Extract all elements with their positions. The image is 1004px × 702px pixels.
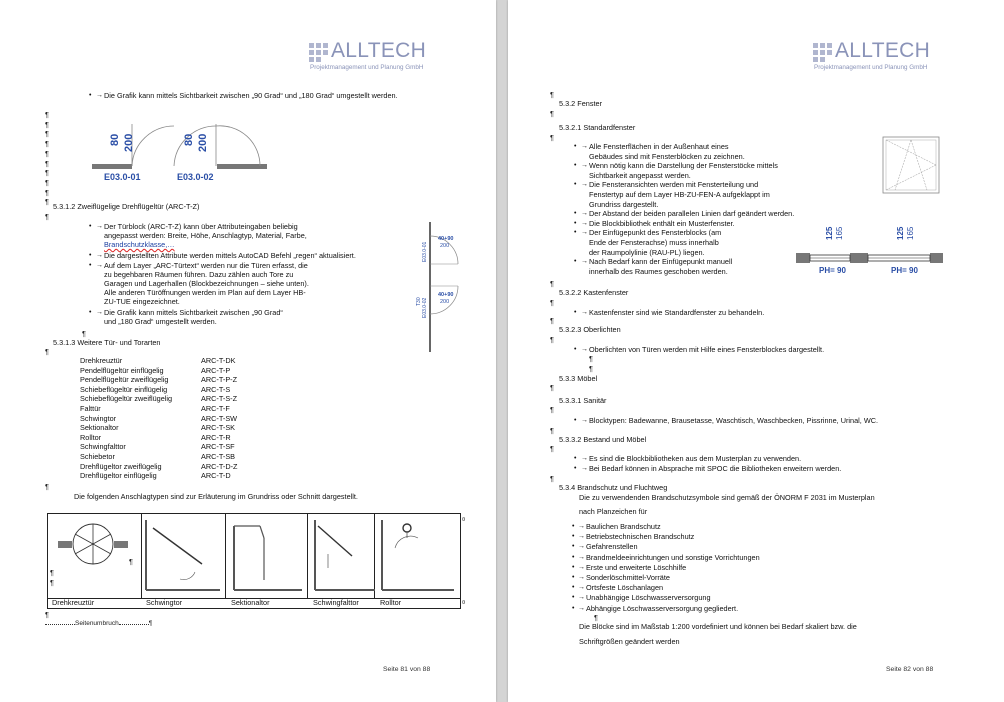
- door-dim-200-a: 200: [123, 133, 135, 152]
- section-heading-5332: 5.3.3.2 Bestand und Möbel: [559, 435, 647, 444]
- tab-arrow-icon: →: [578, 533, 585, 541]
- window-dim-3: 125: [896, 226, 905, 240]
- standardfenster-bullet-line: Ende der Fensterachse) muss innerhalb: [589, 238, 719, 247]
- tab-arrow-icon: →: [581, 346, 588, 353]
- document-page-82: [508, 0, 1004, 702]
- section-heading-5321: 5.3.2.1 Standardfenster: [559, 123, 636, 132]
- tab-arrow-icon: →: [578, 553, 585, 561]
- standardfenster-bullet-line: Sichtbarkeit angepasst werden.: [589, 170, 691, 180]
- bullet-icon: •: [574, 143, 577, 150]
- door-type-code: ARC-T-SW: [201, 413, 238, 423]
- sec312-bullet-1-line-1: Der Türblock (ARC-T-Z) kann über Attributeingaben beliebig: [104, 222, 298, 231]
- door-type-name: Pendelflügeltür zweiflügelig: [80, 375, 169, 385]
- tab-arrow-icon: →: [581, 229, 588, 237]
- tab-arrow-icon: →: [96, 262, 103, 269]
- section-break-label: Seitenumbruch: [75, 620, 119, 627]
- paragraph-mark: ¶ ¶: [50, 568, 54, 587]
- page-footer: Seite 81 von 88: [383, 666, 431, 673]
- intro-bullet-text: Die Grafik kann mittels Sichtbarkeit zwischen „90 Grad“ und „180 Grad“ umgestellt werden.: [104, 91, 398, 100]
- door-type-code: ARC-T-SF: [201, 442, 235, 452]
- tab-arrow-icon: →: [581, 162, 588, 170]
- standardfenster-bullet-line: innerhalb des Raumes geschoben werden.: [589, 266, 728, 276]
- door-type-name: Schiebeflügeltür einflügelig: [80, 384, 168, 394]
- tab-arrow-icon: →: [96, 252, 103, 259]
- sec312-bullet-3-line-2: zu begehbaren Räumen führen. Dazu zählen auch Tore zu: [104, 270, 294, 279]
- ober-bullet-text: Oberlichten von Türen werden mit Hilfe eines Fensterblockes dargestellt.: [589, 345, 825, 354]
- bullet-icon: •: [574, 162, 577, 170]
- bullet-icon: •: [89, 92, 92, 99]
- standardfenster-bullet-line: Wenn nötig kann die Darstellung der Fensterstöcke mittels: [589, 161, 778, 171]
- page-footer: Seite 82 von 88: [886, 666, 934, 673]
- section-heading-532: 5.3.2 Fenster: [559, 99, 602, 108]
- tab-arrow-icon: →: [96, 223, 103, 230]
- brandschutz-list-item: Abhängige Löschwasserversorgung gegliedert.: [586, 603, 739, 613]
- door-fig-dim-2: 200: [440, 243, 450, 249]
- door-type-drawings: [50, 516, 460, 596]
- brandschutz-list-item: Sonderlöschmittel-Vorräte: [586, 573, 670, 582]
- brandschutz-list-item: Betriebstechnischen Brandschutz: [586, 532, 695, 542]
- door-label-b: E03.0-02: [177, 172, 214, 182]
- brandschutz-list-item: Brandmeldeeinrichtungen und sonstige Vorrichtungen: [586, 552, 760, 562]
- door-type-code: ARC-T-SB: [201, 452, 236, 461]
- bullet-icon: •: [572, 533, 575, 541]
- sec312-bullet-3-line-4: Alle anderen Türöffnungen werden im Plan auf dem Layer HB-: [104, 288, 306, 297]
- section-heading-5331: 5.3.3.1 Sanitär: [559, 396, 607, 405]
- bullet-icon: •: [89, 252, 92, 259]
- door-type-code: ARC-T-P: [201, 365, 231, 375]
- door-type-code: ARC-T-S: [201, 384, 231, 394]
- bullet-icon: •: [574, 210, 577, 218]
- door-type-code: ARC-T-F: [201, 404, 230, 413]
- paragraph-mark: ¶: [550, 426, 554, 435]
- tab-arrow-icon: →: [578, 604, 585, 612]
- standardfenster-bullet-line: Die Fensteransichten werden mit Fensterteilung und: [589, 180, 759, 190]
- section-heading-534: 5.3.4 Brandschutz und Fluchtweg: [559, 483, 668, 492]
- bullet-icon: •: [572, 584, 575, 592]
- brandschutz-list-item: Erste und erweiterte Löschhilfe: [586, 562, 687, 572]
- window-dim-2: 165: [835, 226, 844, 240]
- brandschutz-list-item: Baulichen Brandschutz: [586, 522, 661, 531]
- bullet-icon: •: [572, 553, 575, 561]
- tab-arrow-icon: →: [581, 210, 588, 218]
- paragraph-mark: ¶: [594, 613, 598, 622]
- section-heading-5312: 5.3.1.2 Zweiflügelige Drehflügeltür (ARC-T-Z): [53, 202, 200, 211]
- window-elevation-drawing: [883, 137, 943, 197]
- table-caption: Sektionaltor: [231, 598, 270, 607]
- door-dim-80-a: 80: [109, 133, 121, 146]
- sec312-bullet-2: Die dargestellten Attribute werden mittels AutoCAD Befehl „regen“ aktualisiert.: [104, 251, 356, 260]
- paragraph-mark: ¶: [550, 474, 554, 483]
- bullet-icon: •: [574, 455, 577, 462]
- sanitaer-bullet-text: Blocktypen: Badewanne, Brausetasse, Waschtisch, Waschbecken, Pissrinne, Urinal, WC.: [589, 416, 879, 425]
- door-type-name: Schiebetor: [80, 452, 115, 461]
- tab-arrow-icon: →: [578, 574, 585, 581]
- paragraph-mark: ¶: [550, 279, 554, 288]
- tab-arrow-icon: →: [581, 258, 588, 266]
- window-ph-2: PH= 90: [891, 266, 918, 275]
- bullet-icon: •: [574, 219, 577, 227]
- door-type-name: Pendelflügeltür einflügelig: [80, 365, 164, 375]
- section-break-marker: Seitenumbruch ¶: [45, 620, 152, 627]
- door-type-code: ARC-T-SK: [201, 423, 236, 433]
- paragraph-marks: ¶ ¶ ¶ ¶ ¶ ¶ ¶ ¶ ¶ ¶: [45, 110, 49, 207]
- bestand-bullet-text: Bei Bedarf können in Absprache mit SPOC die Bibliotheken erweitern werden.: [589, 464, 842, 473]
- bullet-icon: •: [572, 563, 575, 571]
- bullet-icon: •: [572, 604, 575, 612]
- paragraph-mark: ¶: [550, 109, 554, 118]
- tab-arrow-icon: →: [581, 455, 588, 462]
- paragraph-mark: ¶: [550, 298, 554, 307]
- door-type-name: Drehflügeltor zweiflügelig: [80, 461, 162, 471]
- paragraph-mark: ¶: [550, 444, 554, 453]
- standardfenster-bullet-line: Alle Fensterflächen in der Außenhaut eines: [589, 142, 729, 151]
- section-heading-5313: 5.3.1.3 Weitere Tür- und Torarten: [53, 338, 161, 347]
- window-dim-1: 125: [825, 226, 834, 240]
- paragraph-mark: ¶: [129, 557, 133, 566]
- door-type-name: Falttür: [80, 404, 101, 413]
- bullet-icon: •: [574, 309, 577, 316]
- door-type-name: Schwingfalttor: [80, 442, 126, 452]
- window-dim-4: 165: [906, 226, 915, 240]
- table-caption: Schwingfalttor: [313, 598, 359, 607]
- tab-arrow-icon: →: [581, 417, 588, 424]
- paragraph-mark: ¶: [550, 90, 554, 99]
- paragraph-mark: ¶: [45, 482, 49, 491]
- brandschutz-list-item: Ortsfeste Löschanlagen: [586, 583, 664, 593]
- standardfenster-bullet-line: Gebäudes sind mit Fensterblöcken zu zeichnen.: [589, 151, 745, 161]
- door-fig-dim-4: 200: [440, 299, 450, 305]
- bullet-icon: •: [574, 346, 577, 353]
- bullet-icon: •: [89, 262, 92, 269]
- door-fig-label-2: T30: [416, 297, 422, 306]
- door-dim-80-b: 80: [183, 133, 195, 146]
- brandschutz-text-line-1: Die zu verwendenden Brandschutzsymbole sind gemäß der ÖNORM F 2031 im Musterplan: [579, 493, 875, 502]
- sec312-bullet-1-line-3: Brandschutzklasse,…: [104, 240, 175, 249]
- brand-name: ALLTECH: [835, 39, 931, 62]
- brandschutz-text-line-2: nach Planzeichen für: [579, 507, 648, 516]
- sec312-bullet-3-line-5: ZU-TUE eingezeichnet.: [104, 297, 180, 306]
- bullet-icon: •: [574, 258, 577, 266]
- door-type-code: ARC-T-DK: [201, 356, 236, 365]
- bullet-icon: •: [572, 543, 575, 551]
- door-type-name: Drehkreuztür: [80, 356, 123, 365]
- tab-arrow-icon: →: [578, 594, 585, 602]
- tab-arrow-icon: →: [581, 181, 588, 189]
- brand-name: ALLTECH: [331, 39, 427, 62]
- closing-text-line-1: Die Blöcke sind im Maßstab 1:200 vordefiniert und können bei Bedarf skaliert bzw. die: [579, 622, 857, 631]
- sec312-bullet-3-line-3: Garagen und Lagerhallen (Blockbezeichnungen – siehe unten).: [104, 279, 309, 288]
- door-type-name: Schiebeflügeltür zweiflügelig: [80, 394, 173, 404]
- table-caption: Rolltor: [380, 598, 402, 607]
- sec312-bullet-3-line-1: Auf dem Layer „ARC-Türtext“ werden nur die Türen erfasst, die: [104, 261, 308, 270]
- door-type-code: ARC-T-S-Z: [201, 394, 238, 404]
- paragraph-mark: ¶: [550, 316, 554, 325]
- paragraph-mark: ¶: [45, 610, 49, 619]
- standardfenster-bullet-line: Der Einfügepunkt des Fensterblocks (am: [589, 228, 722, 238]
- kasten-bullet-text: Kastenfenster sind wie Standardfenster zu behandeln.: [589, 308, 765, 317]
- door-type-name: Schwingtor: [80, 413, 117, 423]
- tab-arrow-icon: →: [581, 309, 588, 316]
- paragraph-mark: ¶ ¶: [589, 354, 593, 373]
- sec312-bullet-4-line-2: und „180 Grad“ umgestellt werden.: [104, 317, 217, 326]
- tab-arrow-icon: →: [581, 465, 588, 472]
- alltech-logo-icon: [309, 43, 329, 63]
- cell-end-mark: ¤: [462, 600, 466, 606]
- table-caption: Drehkreuztür: [52, 598, 95, 607]
- door-type-code: ARC-T-R: [201, 432, 231, 442]
- paragraph-mark: ¶: [550, 335, 554, 344]
- door-type-code: ARC-T-D: [201, 471, 231, 481]
- door-type-code: ARC-T-P-Z: [201, 375, 238, 385]
- standardfenster-bullet-line: Grundriss dargestellt.: [589, 199, 659, 209]
- bullet-icon: •: [574, 465, 577, 472]
- brandschutz-list-item: Gefahrenstellen: [586, 542, 638, 552]
- bullet-icon: •: [89, 309, 92, 316]
- bestand-bullet-text: Es sind die Blockbibliotheken aus dem Musterplan zu verwenden.: [589, 454, 802, 463]
- document-page-81: [0, 0, 496, 702]
- door-fig-label-3: E03.0-02: [422, 297, 428, 318]
- door-type-code: ARC-T-D-Z: [201, 461, 238, 471]
- paragraph-mark: ¶: [550, 133, 554, 142]
- standardfenster-bullet-line: der Raumpolylinie (RAU-PL) liegen.: [589, 247, 705, 257]
- door-type-name: Sektionaltor: [80, 423, 119, 433]
- brand-subtitle: Projektmanagement und Planung GmbH: [310, 64, 424, 71]
- tab-arrow-icon: →: [578, 523, 585, 530]
- cell-end-mark: ¤: [462, 517, 466, 523]
- bullet-icon: •: [89, 223, 92, 230]
- door-fig-label-1: E03.0-01: [422, 241, 428, 262]
- bullet-icon: •: [572, 523, 575, 530]
- bullet-icon: •: [574, 417, 577, 424]
- sec312-bullet-4-line-1: Die Grafik kann mittels Sichtbarkeit zwischen „90 Grad“: [104, 308, 283, 317]
- bullet-icon: •: [574, 229, 577, 237]
- window-ph-1: PH= 90: [819, 266, 846, 275]
- section-heading-5322: 5.3.2.2 Kastenfenster: [559, 288, 629, 297]
- brand-subtitle: Projektmanagement und Planung GmbH: [814, 64, 928, 71]
- paragraph-mark: ¶: [550, 383, 554, 392]
- paragraph-mark: ¶: [82, 329, 86, 338]
- tab-arrow-icon: →: [581, 143, 588, 150]
- brandschutz-list-item: Unabhängige Löschwasserversorgung: [586, 593, 711, 603]
- door-dim-200-b: 200: [197, 133, 209, 152]
- tab-arrow-icon: →: [96, 309, 103, 316]
- table-caption: Schwingtor: [146, 598, 183, 607]
- standardfenster-bullet-line: Die Blockbibliothek enthält ein Musterfenster.: [589, 218, 735, 228]
- paragraph-mark: ¶: [550, 405, 554, 414]
- tab-arrow-icon: →: [96, 92, 103, 99]
- closing-text-line-2: Schriftgrößen geändert werden: [579, 637, 680, 646]
- door-label-a: E03.0-01: [104, 172, 141, 182]
- tab-arrow-icon: →: [578, 543, 585, 551]
- tab-arrow-icon: →: [578, 584, 585, 592]
- alltech-logo-icon: [813, 43, 833, 63]
- standardfenster-bullet-line: Der Abstand der beiden parallelen Linien darf geändert werden.: [589, 209, 795, 219]
- standardfenster-bullet-line: Fenstertyp auf dem Layer HB-ZU-FEN-A aufgeklappt im: [589, 190, 770, 199]
- tab-arrow-icon: →: [578, 563, 585, 571]
- paragraph-mark: ¶: [45, 347, 49, 356]
- bullet-icon: •: [574, 181, 577, 189]
- door-fig-dim-3: 40+90: [438, 292, 454, 298]
- tab-arrow-icon: →: [581, 219, 588, 227]
- section-heading-533: 5.3.3 Möbel: [559, 374, 598, 383]
- bullet-icon: •: [572, 574, 575, 581]
- door-type-name: Drehflügeltor einflügelig: [80, 471, 157, 481]
- standardfenster-bullet-line: Nach Bedarf kann der Einfügepunkt manuell: [589, 257, 733, 267]
- sec312-bullet-1-line-2: angepasst werden: Breite, Höhe, Anschlagtyp, Material, Farbe,: [104, 231, 307, 240]
- paragraph-mark: ¶: [45, 212, 49, 221]
- bullet-icon: •: [572, 594, 575, 602]
- door-type-name: Rolltor: [80, 432, 102, 442]
- door-fig-dim-1: 40+90: [438, 236, 454, 242]
- types-intro-text: Die folgenden Anschlagtypen sind zur Erläuterung im Grundriss oder Schnitt dargestellt.: [74, 492, 358, 501]
- section-heading-5323: 5.3.2.3 Oberlichten: [559, 325, 621, 334]
